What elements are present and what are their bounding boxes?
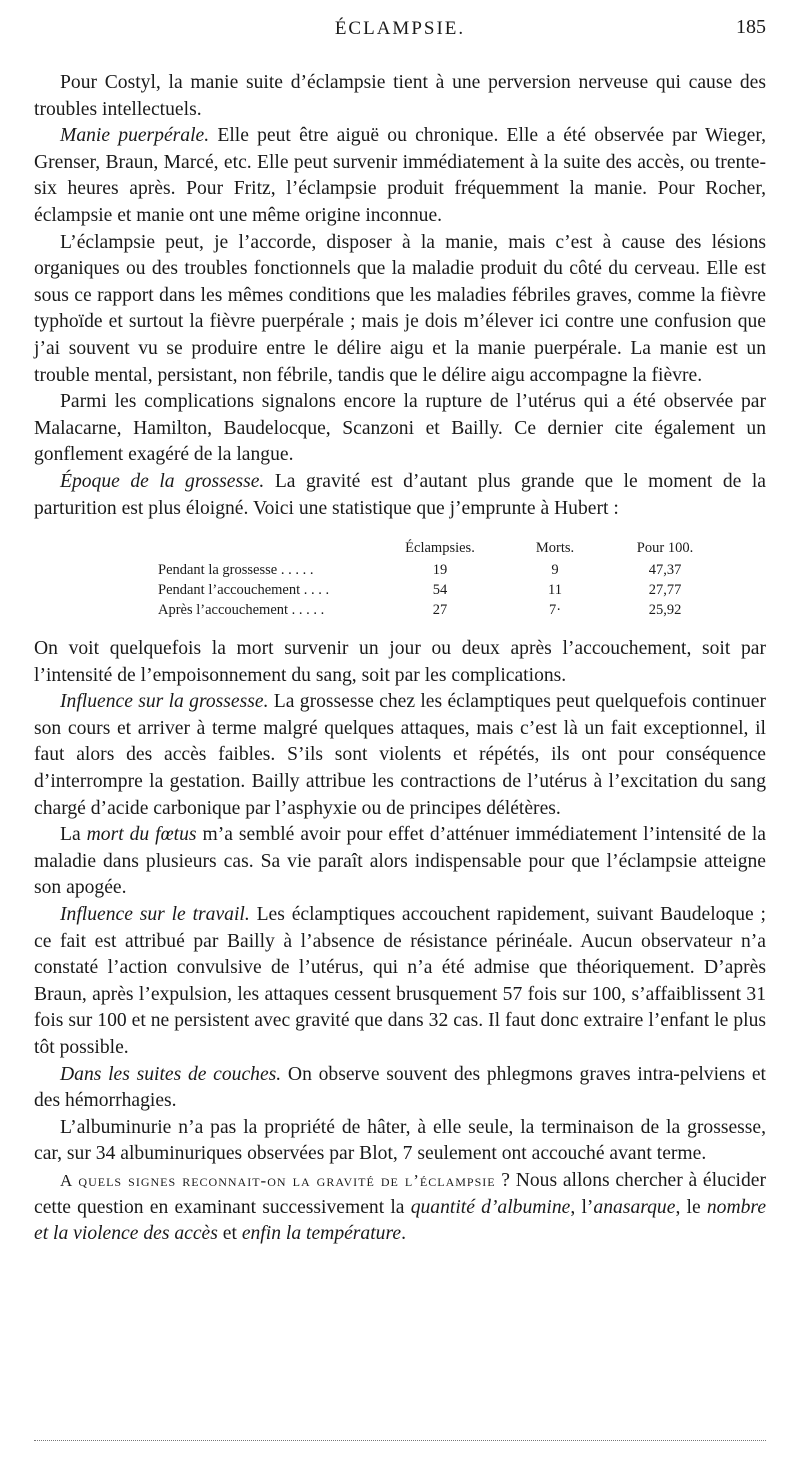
- paragraph-complications: Parmi les complications signalons encore la rupture de l’utérus qui a été observée par Malacarne, Hamilton, Baudelocque, Scanzoni et Bailly. Ce dernier cite également un gonflement exagéré de la langue.: [34, 391, 766, 466]
- paragraph-epoque-grossesse: [34, 469, 766, 522]
- section-title-signes-gravite: A quels signes reconnait-on la gravité de l’éclampsie: [60, 1170, 496, 1190]
- paragraph-eclampsie-manie: L’éclampsie peut, je l’accorde, disposer à la manie, mais c’est à cause des lésions organiques ou des troubles fonctionnels que la maladie produit du côté du cerveau. Elle est sous ce rapport dans les mêmes conditions que les maladies fébriles graves, comme la fièvre typhoïde et surtout la fièvre puerpérale ; mais je dois m’élever ici contre une confusion que j’ai souvent vu se produire entre le délire aigu et la manie puerpérale. La manie est un trouble mental, persistant, non fébrile, tandis que le délire aigu accompagne la fièvre.: [34, 231, 766, 386]
- paragraph-influence-travail: [34, 902, 766, 1062]
- table-cell-eclampsies: 54: [432, 582, 448, 599]
- paragraph-mort-foetus: [34, 822, 766, 902]
- paragraph-text: Les éclamptiques accouchent rapidement, suivant Baudeloque ; ce fait est attribué par Bailly à l’absence de résistance périnéale. Aucun observateur n’a constaté l’action convulsive de l’utérus, qui n’a été admise que théoriquement. D’après Braun, après l’expulsion, les attaques cessent brusquement 57 fois sur 100, s’affaiblissent 31 fois sur 100 et ne persistent avec gravité que dans 32 cas. Il faut donc extraire l’enfant le plus tôt possible.: [34, 904, 767, 1058]
- table-row: [158, 600, 720, 620]
- section-title-suites-couches: Dans les suites de couches.: [60, 1063, 282, 1085]
- paragraph-manie-puerperale: [34, 123, 766, 229]
- statistics-table-wrap: [34, 538, 766, 620]
- paragraph-text: On observe souvent des phlegmons graves intra-pelviens et des hémorrhagies.: [34, 1063, 767, 1112]
- table-row: [158, 580, 720, 600]
- section-title-influence-grossesse: Influence sur la grossesse.: [60, 691, 269, 713]
- table-cell-pour100: 27,77: [648, 582, 682, 599]
- table-row: [158, 560, 720, 580]
- paragraph-text: La: [60, 824, 87, 846]
- table-cell-pour100: 47,37: [648, 562, 682, 579]
- section-title-manie-puerperale: Manie puerpérale.: [60, 125, 210, 147]
- table-cell-morts: 7·: [548, 602, 562, 619]
- table-header-label: [158, 538, 380, 560]
- paragraph-text: La grossesse chez les éclamptiques peut quelquefois continuer son cours et arriver à terme malgré quelques attaques, mais c’est là un fait exceptionnel, il faut alors des accès faibles. S’ils sont violents et répétés, ils ont pour conséquence d’interrompre la gestation. Bailly attribue les contractions de l’utérus à l’excitation du sang chargé d’acide carbonique par l’asphyxie ou de principes délétères.: [34, 691, 766, 819]
- paragraph-suites-couches: [34, 1062, 766, 1115]
- emphasis-temperature: enfin la température: [241, 1223, 402, 1245]
- table-cell-label: Pendant la grossesse . . . . .: [158, 562, 314, 579]
- page-number: 185: [736, 16, 766, 38]
- table-header-morts: Morts.: [535, 540, 575, 557]
- section-title-influence-travail: Influence sur le travail.: [60, 904, 250, 926]
- paragraph-mort-apres: On voit quelquefois la mort survenir un jour ou deux après l’accouchement, soit par l’intensité de l’empoisonnement du sang, soit par les complications.: [34, 638, 766, 686]
- paragraph-text: , le: [675, 1196, 707, 1218]
- table-header-row: [158, 538, 720, 560]
- paragraph-signes-gravite: [34, 1168, 766, 1248]
- table-cell-pour100: 25,92: [648, 602, 682, 619]
- paragraph-text: m’a semblé avoir pour effet d’atténuer immédiatement l’intensité de la maladie dans plusieurs cas. Sa vie paraît alors indispensable pour que l’éclampsie atteigne son apogée.: [34, 824, 766, 899]
- paragraph-costyl: Pour Costyl, la manie suite d’éclampsie tient à une perversion nerveuse qui cause des troubles intellectuels.: [34, 72, 766, 120]
- paragraph-text: ? Nous allons chercher à élucider cette question en examinant successivement la: [34, 1169, 766, 1218]
- emphasis-mort-foetus: mort du fœtus: [86, 824, 197, 846]
- paragraph-text: , l’: [570, 1196, 594, 1218]
- table-cell-morts: 9: [551, 562, 559, 579]
- table-header-eclampsies: Éclampsies.: [405, 540, 475, 557]
- table-cell-label: Pendant l’accouchement . . . .: [158, 582, 330, 599]
- emphasis-nombre-violence: nombre et la violence des accès: [34, 1196, 767, 1245]
- statistics-table: [158, 538, 720, 620]
- paragraph-influence-grossesse: [34, 689, 766, 822]
- emphasis-quantite-albumine: quantité d’albumine: [410, 1196, 571, 1218]
- footer-rule: [34, 1440, 766, 1441]
- table-cell-morts: 11: [548, 582, 562, 599]
- body-text: [34, 70, 766, 1248]
- running-head: ÉCLAMPSIE.: [334, 18, 466, 39]
- section-title-epoque-grossesse: Époque de la grossesse.: [60, 470, 265, 492]
- page-header: [34, 14, 766, 44]
- paragraph-text: La gravité est d’autant plus grande que le moment de la parturition est plus éloigné. Voici une statistique que j’emprunte à Hubert :: [34, 470, 766, 519]
- paragraph-text: .: [401, 1223, 406, 1245]
- paragraph-text: et: [217, 1223, 242, 1245]
- table-cell-eclampsies: 27: [432, 602, 448, 619]
- table-cell-eclampsies: 19: [432, 562, 448, 579]
- paragraph-albuminurie: L’albuminurie n’a pas la propriété de hâter, à elle seule, la terminaison de la grossesse, car, sur 34 albuminuriques observées par Blot, 7 seulement ont accouché avant terme.: [34, 1116, 766, 1165]
- table-cell-label: Après l’accouchement . . . . .: [158, 602, 325, 619]
- paragraph-text: Elle peut être aiguë ou chronique. Elle a été observée par Wieger, Grenser, Braun, Marcé, etc. Elle peut survenir immédiatement à la suite des accès, ou trente-six heures après. Pour Fritz, l’éclampsie produit fréquemment la manie. Pour Rocher, éclampsie et manie ont une même origine inconnue.: [34, 125, 766, 226]
- emphasis-anasarque: anasarque: [593, 1196, 676, 1218]
- table-header-pour100: Pour 100.: [636, 540, 694, 557]
